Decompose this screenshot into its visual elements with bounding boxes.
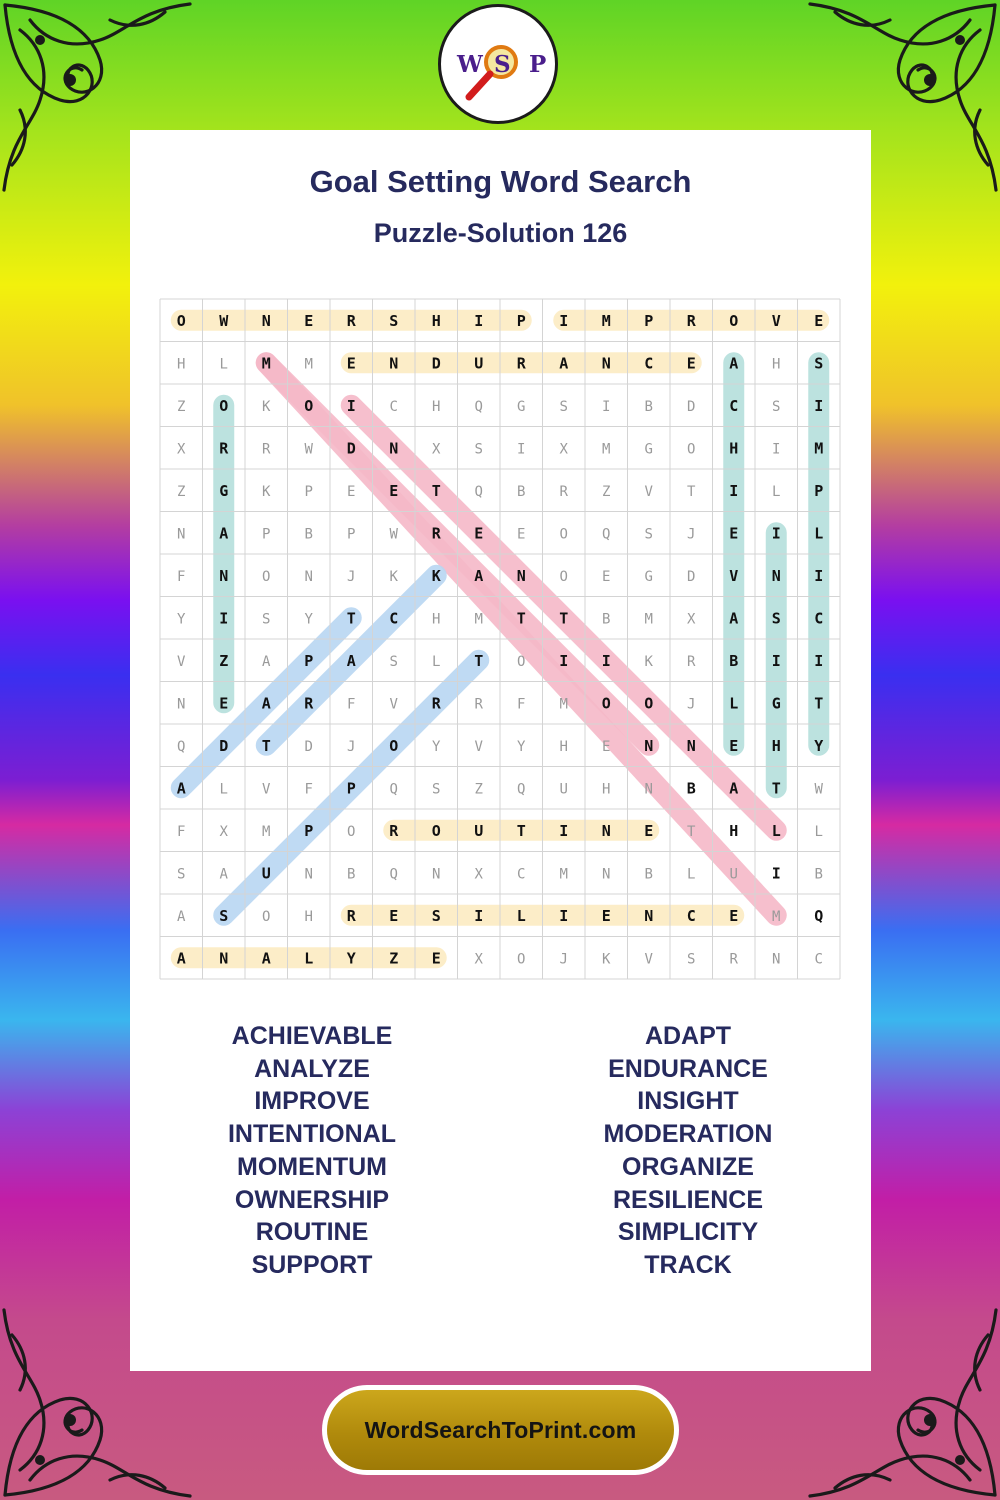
grid-cell: O	[601, 694, 611, 713]
grid-cell: Z	[389, 949, 399, 968]
grid-cell: L	[219, 356, 228, 373]
grid-cell: V	[729, 566, 739, 585]
grid-cell: O	[304, 396, 314, 415]
grid-cell: V	[771, 311, 781, 330]
grid-cell: Z	[219, 651, 229, 670]
grid-cell: Q	[474, 483, 483, 500]
grid-cell: R	[262, 441, 271, 458]
grid-cell: Y	[346, 949, 356, 968]
grid-cell: U	[474, 821, 484, 840]
grid-cell: P	[516, 311, 526, 330]
grid-cell: J	[347, 568, 356, 585]
grid-cell: S	[474, 441, 483, 458]
grid-cell: N	[219, 949, 229, 968]
grid-cell: P	[347, 526, 356, 543]
grid-cell: R	[304, 694, 314, 713]
grid-cell: K	[644, 653, 653, 670]
grid-cell: P	[346, 779, 356, 798]
grid-cell: J	[347, 738, 356, 755]
grid-cell: E	[219, 694, 229, 713]
grid-cell: C	[729, 396, 739, 415]
word-list-left	[162, 1020, 462, 1282]
word-search-grid	[130, 130, 871, 1000]
page-title: Goal Setting Word Search	[309, 164, 692, 199]
grid-cell: N	[177, 696, 186, 713]
grid-cell: A	[261, 949, 271, 968]
grid-cell: I	[814, 566, 824, 585]
grid-cell: Q	[389, 781, 398, 798]
grid-cell: P	[644, 311, 654, 330]
grid-cell: T	[687, 483, 696, 500]
grid-cell: H	[432, 398, 441, 415]
grid-cell: A	[474, 566, 484, 585]
grid-cell: H	[177, 356, 186, 373]
grid-cell: N	[602, 866, 611, 883]
grid-cell: W	[814, 781, 823, 798]
grid-cell: N	[261, 311, 271, 330]
grid-cell: O	[687, 441, 696, 458]
grid-cell: E	[729, 736, 739, 755]
grid-cell: Z	[177, 398, 186, 415]
grid-cell: I	[559, 821, 569, 840]
grid-cell: C	[389, 398, 398, 415]
grid-cell: U	[474, 354, 484, 373]
grid-cell: D	[219, 736, 229, 755]
grid-cell: S	[814, 354, 824, 373]
grid-cell: D	[304, 738, 313, 755]
grid-cell: X	[432, 441, 441, 458]
grid-cell: G	[771, 694, 781, 713]
grid-cell: U	[559, 781, 568, 798]
grid-cell: I	[474, 311, 484, 330]
word-list-item: ROUTINE	[255, 1218, 369, 1247]
grid-cell: R	[431, 694, 441, 713]
grid-cell: A	[261, 694, 271, 713]
grid-cell: N	[389, 439, 399, 458]
word-list-item: MODERATION	[603, 1120, 773, 1149]
grid-cell: I	[219, 609, 229, 628]
grid-cell: L	[304, 949, 314, 968]
grid-cell: G	[517, 398, 526, 415]
grid-cell: Q	[602, 526, 611, 543]
grid-cell: K	[262, 398, 271, 415]
grid-cell: S	[771, 609, 781, 628]
grid-cell: B	[644, 398, 653, 415]
grid-cell: E	[347, 483, 356, 500]
grid-cell: B	[347, 866, 356, 883]
word-list-item: RESILIENCE	[612, 1185, 764, 1214]
grid-cell: M	[602, 441, 611, 458]
site-link-inner	[327, 1390, 674, 1470]
grid-cell: S	[559, 398, 568, 415]
word-list-item: ACHIEVABLE	[231, 1022, 393, 1050]
word-list-item: MOMENTUM	[237, 1152, 387, 1181]
grid-cell: A	[219, 524, 229, 543]
grid-cell: A	[346, 651, 356, 670]
grid-cell: I	[729, 481, 739, 500]
page-subtitle: Puzzle-Solution 126	[373, 218, 628, 248]
grid-cell: C	[389, 609, 399, 628]
grid-cell: M	[474, 611, 483, 628]
grid-cell: M	[262, 823, 271, 840]
grid-cell: H	[729, 439, 739, 458]
grid-cell: Y	[177, 611, 186, 628]
grid-cell: D	[431, 354, 441, 373]
grid-cell: E	[474, 524, 484, 543]
grid-cell: A	[729, 609, 739, 628]
grid-cell: O	[559, 526, 568, 543]
grid-cell: N	[219, 566, 229, 585]
word-list-item: ADAPT	[644, 1022, 732, 1050]
grid-cell: M	[772, 908, 781, 925]
grid-cell: K	[262, 483, 271, 500]
grid-cell: I	[601, 651, 611, 670]
grid-cell: K	[602, 951, 611, 968]
grid-cell: N	[644, 781, 653, 798]
grid-cell: W	[219, 311, 229, 330]
grid-cell: O	[219, 396, 229, 415]
grid-cell: R	[389, 821, 399, 840]
grid-cell: I	[559, 906, 569, 925]
grid-cell: P	[304, 821, 314, 840]
grid-cell: A	[176, 779, 186, 798]
grid-cell: F	[177, 823, 186, 840]
grid-cell: X	[177, 441, 186, 458]
word-list-item: OWNERSHIP	[234, 1185, 390, 1214]
grid-cell: E	[729, 524, 739, 543]
grid-cell: T	[559, 609, 569, 628]
grid-cell: N	[389, 354, 399, 373]
grid-cell: O	[262, 568, 271, 585]
grid-cell: S	[219, 906, 229, 925]
grid-cell: N	[644, 736, 654, 755]
grid-cell: E	[602, 568, 611, 585]
grid-cell: I	[559, 651, 569, 670]
grid-cell: F	[304, 781, 313, 798]
grid-cell: E	[644, 821, 654, 840]
grid-cell: B	[814, 866, 823, 883]
grid-cell: E	[346, 354, 356, 373]
grid-cell: L	[432, 653, 441, 670]
grid-cell: Y	[517, 738, 526, 755]
grid-cell: Q	[517, 781, 526, 798]
grid-cell: A	[176, 949, 186, 968]
grid-cell: D	[346, 439, 356, 458]
grid-cell: O	[517, 951, 526, 968]
grid-cell: L	[814, 524, 824, 543]
site-logo[interactable]	[438, 4, 558, 124]
grid-cell: O	[176, 311, 186, 330]
grid-cell: B	[602, 611, 611, 628]
grid-cell: C	[814, 951, 823, 968]
grid-cell: E	[389, 906, 399, 925]
grid-cell: R	[559, 483, 568, 500]
word-list-item: SIMPLICITY	[617, 1218, 759, 1247]
grid-cell: R	[219, 439, 229, 458]
grid-cell: Q	[814, 906, 824, 925]
grid-cell: H	[772, 356, 781, 373]
grid-cell: M	[644, 611, 653, 628]
grid-cell: O	[517, 653, 526, 670]
word-list-item: INTENTIONAL	[227, 1120, 397, 1149]
word-list-item: ORGANIZE	[622, 1152, 754, 1181]
grid-cell: E	[602, 738, 611, 755]
grid-cell: N	[601, 821, 611, 840]
grid-cell: E	[729, 906, 739, 925]
grid-cell: L	[219, 781, 228, 798]
grid-cell: A	[729, 779, 739, 798]
puzzle-card	[130, 130, 871, 1371]
grid-cell: T	[346, 609, 356, 628]
grid-cell: E	[389, 481, 399, 500]
grid-cell: E	[517, 526, 526, 543]
grid-cell: X	[474, 951, 483, 968]
grid-cell: S	[262, 611, 271, 628]
grid-cell: H	[559, 738, 568, 755]
logo-letter-w: W	[457, 51, 483, 78]
grid-cell: I	[771, 651, 781, 670]
grid-cell: Y	[304, 611, 313, 628]
grid-cell: T	[814, 694, 824, 713]
grid-cell: Z	[177, 483, 186, 500]
grid-cell: P	[262, 526, 271, 543]
grid-cell: T	[431, 481, 441, 500]
grid-cell: X	[687, 611, 696, 628]
grid-cell: A	[729, 354, 739, 373]
word-list-right	[538, 1020, 838, 1282]
grid-cell: I	[771, 864, 781, 883]
grid-cell: T	[516, 609, 526, 628]
grid-cell: A	[262, 653, 271, 670]
word-list-item: SUPPORT	[251, 1250, 373, 1279]
grid-cell: E	[431, 949, 441, 968]
grid-cell: N	[601, 354, 611, 373]
grid-cell: O	[559, 568, 568, 585]
grid-cell: X	[559, 441, 568, 458]
grid-cell: B	[517, 483, 526, 500]
grid-cell: N	[771, 566, 781, 585]
grid-cell: I	[474, 906, 484, 925]
grid-cell: A	[177, 908, 186, 925]
grid-cell: E	[304, 311, 314, 330]
grid-cell: T	[261, 736, 271, 755]
grid-cell: H	[602, 781, 611, 798]
grid-cell: C	[686, 906, 696, 925]
grid-cell: B	[686, 779, 696, 798]
grid-cell: H	[304, 908, 313, 925]
grid-cell: V	[644, 483, 653, 500]
logo-letter-p: P	[529, 51, 547, 78]
grid-cell: O	[347, 823, 356, 840]
grid-cell: O	[262, 908, 271, 925]
grid-cell: Z	[602, 483, 611, 500]
grid-cell: H	[771, 736, 781, 755]
grid-cell: Q	[177, 738, 186, 755]
grid-cell: F	[347, 696, 356, 713]
grid-cell: F	[177, 568, 186, 585]
word-list-item: INSIGHT	[637, 1087, 739, 1116]
grid-cell: R	[346, 311, 356, 330]
grid-cell: C	[517, 866, 526, 883]
grid-cell: V	[389, 696, 398, 713]
grid-cell: P	[814, 481, 824, 500]
grid-cell: Y	[432, 738, 441, 755]
grid-cell: K	[431, 566, 441, 585]
word-list-item: IMPROVE	[254, 1087, 370, 1116]
grid-cell: U	[729, 866, 738, 883]
word-list-item: ANALYZE	[254, 1054, 370, 1083]
grid-cell: G	[644, 441, 653, 458]
grid-cell: R	[346, 906, 356, 925]
grid-cell: O	[644, 694, 654, 713]
grid-cell: N	[516, 566, 526, 585]
grid-cell: N	[432, 866, 441, 883]
grid-cell: N	[304, 568, 313, 585]
grid-cell: N	[304, 866, 313, 883]
grid-cell: J	[687, 696, 696, 713]
grid-cell: O	[389, 736, 399, 755]
grid-cell: B	[644, 866, 653, 883]
grid-cell: C	[814, 609, 824, 628]
grid-cell: V	[262, 781, 271, 798]
grid-cell: N	[177, 526, 186, 543]
grid-cell: J	[687, 526, 696, 543]
grid-cell: I	[772, 441, 781, 458]
grid-cell: X	[474, 866, 483, 883]
grid-cell: O	[729, 311, 739, 330]
grid-cell: R	[474, 696, 483, 713]
grid-cell: I	[602, 398, 611, 415]
grid-cell: S	[389, 653, 398, 670]
grid-cell: A	[559, 354, 569, 373]
grid-cell: M	[814, 439, 824, 458]
grid-cell: G	[219, 481, 229, 500]
grid-cell: W	[389, 526, 398, 543]
grid-cell: H	[432, 611, 441, 628]
grid-cell: O	[431, 821, 441, 840]
grid-cell: B	[304, 526, 313, 543]
grid-cell: S	[389, 311, 399, 330]
grid-cell: Q	[474, 398, 483, 415]
grid-cell: P	[304, 651, 314, 670]
grid-cell: R	[687, 653, 696, 670]
word-list-item: TRACK	[644, 1250, 732, 1279]
grid-cell: H	[431, 311, 441, 330]
grid-cell: K	[389, 568, 398, 585]
grid-cell: N	[686, 736, 696, 755]
grid-cell: I	[771, 524, 781, 543]
grid-cell: L	[687, 866, 696, 883]
grid-cell: M	[261, 354, 271, 373]
logo-letter-s: S	[494, 51, 511, 78]
grid-cell: V	[474, 738, 483, 755]
grid-cell: S	[772, 398, 781, 415]
grid-cell: J	[559, 951, 568, 968]
grid-cell: E	[601, 906, 611, 925]
site-link-button[interactable]	[322, 1385, 679, 1475]
grid-cell: L	[771, 821, 781, 840]
grid-cell: W	[304, 441, 313, 458]
grid-cell: X	[219, 823, 228, 840]
grid-cell: G	[644, 568, 653, 585]
grid-cell: V	[644, 951, 653, 968]
grid-cell: S	[432, 781, 441, 798]
grid-cell: V	[177, 653, 186, 670]
site-link-label: WordSearchToPrint.com	[364, 1416, 637, 1443]
grid-cell: I	[517, 441, 526, 458]
grid-cell: S	[177, 866, 186, 883]
grid-cell: M	[304, 356, 313, 373]
grid-cell: R	[516, 354, 526, 373]
grid-cell: T	[771, 779, 781, 798]
grid-cell: U	[261, 864, 271, 883]
grid-cell: Q	[389, 866, 398, 883]
grid-cell: C	[644, 354, 654, 373]
grid-cell: I	[814, 651, 824, 670]
grid-cell: R	[431, 524, 441, 543]
grid-cell: A	[219, 866, 228, 883]
grid-cell: R	[686, 311, 696, 330]
grid-cell: Y	[814, 736, 824, 755]
grid-cell: B	[729, 651, 739, 670]
grid-cell: S	[431, 906, 441, 925]
grid-cell: L	[516, 906, 526, 925]
grid-cell: Z	[474, 781, 483, 798]
grid-cell: H	[729, 821, 739, 840]
grid-cell: S	[644, 526, 653, 543]
grid-cell: L	[772, 483, 781, 500]
grid-cell: T	[687, 823, 696, 840]
grid-cell: M	[559, 696, 568, 713]
grid-cell: D	[687, 568, 696, 585]
grid-cell: L	[814, 823, 823, 840]
grid-cell: N	[772, 951, 781, 968]
grid-cell: E	[686, 354, 696, 373]
grid-cell: N	[644, 906, 654, 925]
grid-cell: P	[304, 483, 313, 500]
grid-cell: M	[601, 311, 611, 330]
grid-cell: D	[687, 398, 696, 415]
grid-cell: I	[346, 396, 356, 415]
grid-cell: T	[516, 821, 526, 840]
grid-cell: F	[517, 696, 526, 713]
grid-cell: T	[474, 651, 484, 670]
grid-cell: R	[729, 951, 738, 968]
grid-cell: L	[729, 694, 739, 713]
grid-cell: E	[814, 311, 824, 330]
word-list-item: ENDURANCE	[608, 1054, 768, 1083]
grid-cell: M	[559, 866, 568, 883]
grid-cell: I	[814, 396, 824, 415]
grid-cell: I	[559, 311, 569, 330]
grid-cell: S	[687, 951, 696, 968]
